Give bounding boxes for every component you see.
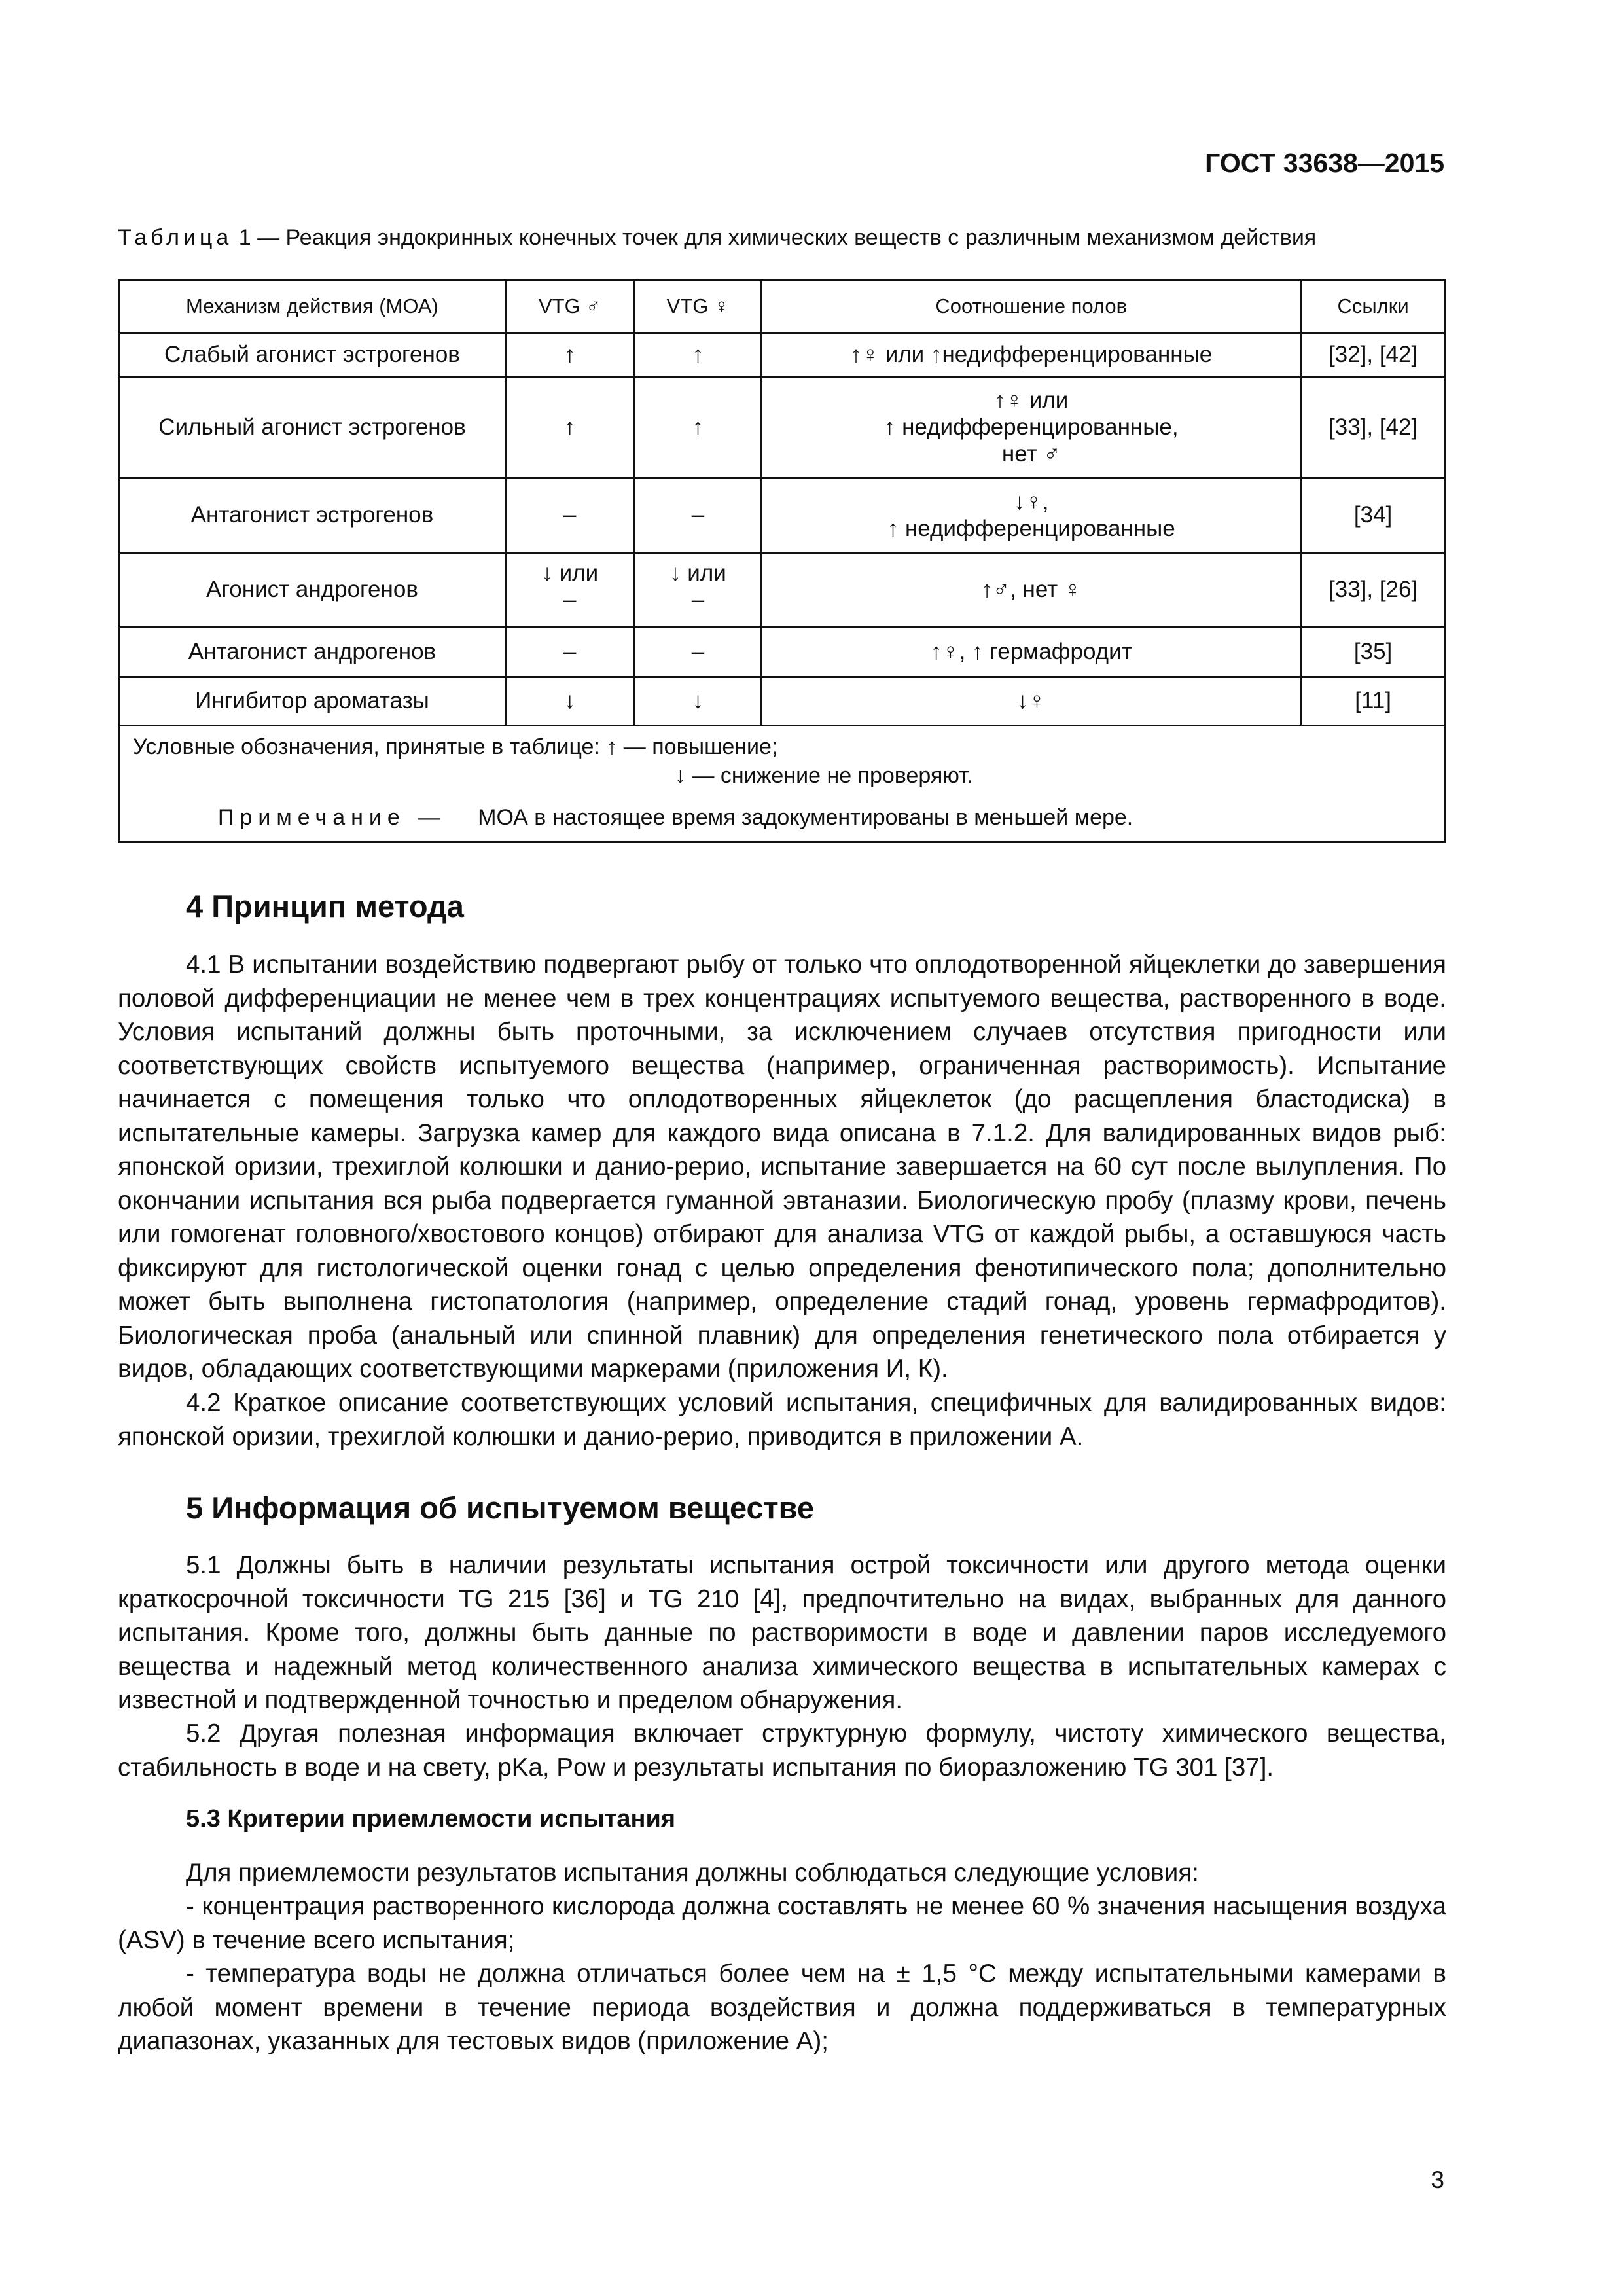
cell-refs: [33], [26] [1301, 553, 1446, 628]
table-caption-text: 1 — Реакция эндокринных конечных точек для химических веществ с различным механизмом действия [232, 225, 1317, 250]
cell-refs: [32], [42] [1301, 333, 1446, 378]
table-row [119, 628, 1446, 677]
cell-vtg-male: ↓ [505, 677, 634, 726]
table-row [119, 378, 1446, 478]
sex-ratio-line: ↓♀, [1014, 488, 1049, 514]
sex-ratio-line: ↓♀ [1016, 688, 1046, 714]
cell-vtg-male: – [505, 478, 634, 553]
vtg-female-line: ↓ или [669, 560, 726, 586]
paragraph-5-2: 5.2 Другая полезная информация включает структурную формулу, чистоту химического вещества, стабильность в воде и на свету, pKa, Pow и результаты испытания по биоразложению TG 301 [37]. [118, 1719, 1446, 1782]
sex-ratio-line: нет ♂ [1001, 440, 1061, 467]
cell-moa: Слабый агонист эстрогенов [119, 333, 506, 378]
cell-sex-ratio [762, 628, 1301, 677]
vtg-male-line: ↓ или [541, 560, 599, 586]
header-moa: Механизм действия (МОА) [119, 280, 506, 333]
table-note [133, 805, 1431, 831]
header-vtg-male: VTG ♂ [505, 280, 634, 333]
cell-vtg-male: – [505, 628, 634, 677]
cell-vtg-male: ↑ [505, 378, 634, 478]
sex-ratio-line: ↑♀, ↑ гермафродит [930, 639, 1132, 665]
cell-sex-ratio [762, 478, 1301, 553]
sex-ratio-line: ↑♂, нет ♀ [981, 577, 1082, 603]
cell-vtg-female: ↑ [634, 333, 762, 378]
cell-vtg-female: ↓ [634, 677, 762, 726]
table-legend [119, 726, 1446, 842]
cell-refs: [33], [42] [1301, 378, 1446, 478]
subsection-5-3-title: 5.3 Критерии приемлемости испытания [186, 1805, 676, 1833]
header-refs: Ссылки [1301, 280, 1446, 333]
paragraph-4-1: 4.1 В испытании воздействию подвергают рыбу от только что оплодотворенной яйцеклетки до завершения половой дифференциации не менее чем в трех концентрациях испытуемого вещества, растворенного в воде. Условия испытаний должны быть проточными, за исключением случаев отсутствия пригодности или соответствующих свойств испытуемого вещества (например, ограниченная растворимость). Испытание начинается с помещения только что оплодотворенных яйцеклеток (до расщепления бластодиска) в испытательные камеры. Загрузка камер для каждого вида описана в 7.1.2. Для валидированных видов рыб: японской оризии, трехиглой колюшки и данио-рерио, испытание завершается на 60 сут после вылупления. По окончании испытания вся рыба подвергается гуманной эвтаназии. Биологическую пробу (плазму крови, печень или гомогенат головного/хвостового концов) отбирают для анализа VTG от каждой рыбы, а оставшуюся часть фиксируют для гистологической оценки гонад с целью определения фенотипического пола; дополнительно может быть выполнена гистопатология (например, определение стадий гонад, уровень гермафродитов). Биологическая проба (анальный или спинной плавник) для определения генетического пола отбирается у видов, обладающих соответствующими маркерами (приложения И, К). [118, 950, 1446, 1383]
table-caption [118, 225, 1446, 251]
cell-refs: [11] [1301, 677, 1446, 726]
section-4-title: 4 Принцип метода [186, 889, 464, 924]
table-legend-row [119, 726, 1446, 842]
cell-vtg-female: – [634, 478, 762, 553]
sex-ratio-line: ↑♀ или ↑недифференцированные [850, 342, 1213, 368]
vtg-male-line: – [563, 586, 577, 613]
cell-vtg-female: ↑ [634, 378, 762, 478]
page-number: 3 [1431, 2166, 1444, 2193]
paragraph-5-1: 5.1 Должны быть в наличии результаты испытания острой токсичности или другого метода оценки краткосрочной токсичности TG 215 [36] и TG 210 [4], предпочтительно на видах, выбранных для данного испытания. Кроме того, должны быть данные по растворимости в воде и давлении паров исследуемого вещества и надежный метод количественного анализа химического вещества в испытательных камерах с известной и подтвержденной точностью и пределом обнаружения. [118, 1551, 1446, 1714]
cell-sex-ratio [762, 553, 1301, 628]
sex-ratio-line: ↑♀ или [994, 387, 1069, 414]
cell-moa: Сильный агонист эстрогенов [119, 378, 506, 478]
cell-vtg-male [505, 553, 634, 628]
table-row [119, 478, 1446, 553]
cell-sex-ratio [762, 378, 1301, 478]
list-item: - температура воды не должна отличаться более чем на ± 1,5 °С между испытательными камерами в любой момент времени в течение периода воздействия и должна поддерживаться в температурных диапазонах, указанных для тестовых видов (приложение А); [118, 1960, 1446, 2055]
table-row [119, 333, 1446, 378]
legend-line: Условные обозначения, принятые в таблице: ↑ — повышение; [133, 734, 778, 759]
paragraph-5-3: Для приемлемости результатов испытания должны соблюдаться следующие условия: [186, 1859, 1199, 1887]
document-id: ГОСТ 33638—2015 [1205, 148, 1444, 178]
list-item: - концентрация растворенного кислорода должна составлять не менее 60 % значения насыщения воздуха (ASV) в течение всего испытания; [118, 1892, 1446, 1954]
vtg-female-line: – [691, 586, 705, 613]
sex-ratio-line: ↑ недифференцированные, [883, 414, 1179, 440]
cell-refs: [34] [1301, 478, 1446, 553]
table-row [119, 677, 1446, 726]
cell-vtg-female: – [634, 628, 762, 677]
table-caption-prefix: Таблица [118, 225, 233, 250]
section-5-title: 5 Информация об испытуемом веществе [186, 1490, 815, 1525]
note-text: МОА в настоящее время задокументированы в меньшей мере. [478, 804, 1133, 830]
cell-vtg-female [634, 553, 762, 628]
note-label: Примечание — [218, 804, 446, 830]
header-sex-ratio: Соотношение полов [762, 280, 1301, 333]
paragraph-4-2: 4.2 Краткое описание соответствующих условий испытания, специфичных для валидированных видов: японской оризии, трехиглой колюшки и данио-рерио, приводится в приложении А. [118, 1389, 1446, 1451]
cell-sex-ratio [762, 677, 1301, 726]
cell-moa: Антагонист эстрогенов [119, 478, 506, 553]
cell-moa: Агонист андрогенов [119, 553, 506, 628]
cell-sex-ratio [762, 333, 1301, 378]
cell-moa: Антагонист андрогенов [119, 628, 506, 677]
sex-ratio-line: ↑ недифференцированные [887, 515, 1175, 541]
cell-refs: [35] [1301, 628, 1446, 677]
endocrine-table [118, 279, 1446, 843]
cell-moa: Ингибитор ароматазы [119, 677, 506, 726]
table-row [119, 553, 1446, 628]
legend-line: ↓ — снижение не проверяют. [675, 762, 973, 788]
table-header-row [119, 280, 1446, 333]
header-vtg-female: VTG ♀ [634, 280, 762, 333]
cell-vtg-male: ↑ [505, 333, 634, 378]
